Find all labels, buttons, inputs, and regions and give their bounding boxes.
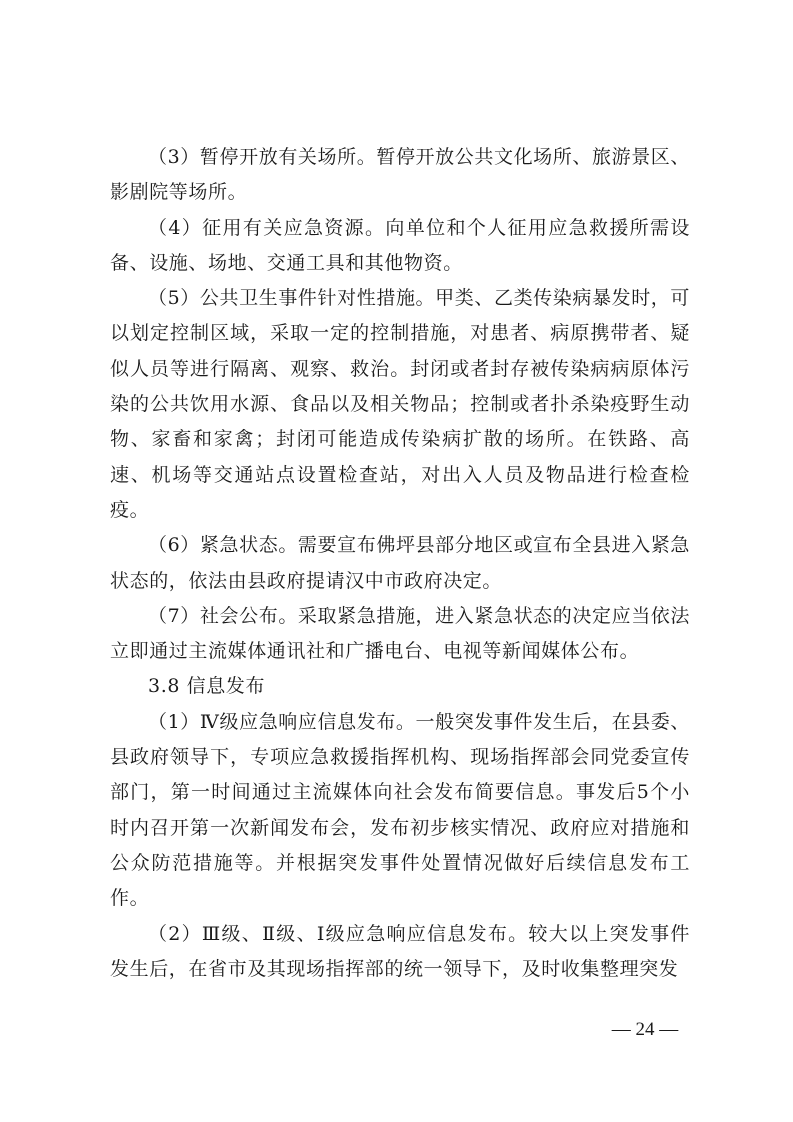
section-paragraph-2: （2）Ⅲ级、Ⅱ级、Ⅰ级应急响应信息发布。较大以上突发事件发生后，在省市及其现场指挥部的统一领导下，及时收集整理突发 (110, 922, 690, 980)
paragraph-item-5: （5）公共卫生事件针对性措施。甲类、乙类传染病暴发时，可以划定控制区域，采取一定的控制措施，对患者、病原携带者、疑似人员等进行隔离、观察、救治。封闭或者封存被传染病病原体污染的公共饮用水源、食品以及相关物品；控制或者扑杀染疫野生动物、家畜和家禽；封闭可能造成传染病扩散的场所。在铁路、高速、机场等交通站点设置检查站，对出入人员及物品进行检查检疫。 (110, 287, 690, 521)
section-paragraph-1: （1）Ⅳ级应急响应信息发布。一般突发事件发生后，在县委、县政府领导下，专项应急救援指挥机构、现场指挥部会同党委宣传部门，第一时间通过主流媒体向社会发布简要信息。事发后5个小时内召开第一次新闻发布会，发布初步核实情况、政府应对措施和公众防范措施等。并根据突发事件处置情况做好后续信息发布工作。 (110, 710, 690, 910)
paragraph-item-6: （6）紧急状态。需要宣布佛坪县部分地区或宣布全县进入紧急状态的，依法由县政府提请汉中市政府决定。 (110, 534, 690, 592)
paragraph-item-3: （3）暂停开放有关场所。暂停开放公共文化场所、旅游景区、影剧院等场所。 (110, 146, 690, 204)
page-number: — 24 — (611, 1019, 679, 1040)
document-body (110, 140, 690, 987)
paragraph-item-7: （7）社会公布。采取紧急措施，进入紧急状态的决定应当依法立即通过主流媒体通讯社和广播电台、电视等新闻媒体公布。 (110, 604, 690, 663)
section-heading: 3.8 信息发布 (148, 675, 266, 698)
paragraph-item-4: （4）征用有关应急资源。向单位和个人征用应急救援所需设备、设施、场地、交通工具和其他物资。 (110, 216, 690, 274)
